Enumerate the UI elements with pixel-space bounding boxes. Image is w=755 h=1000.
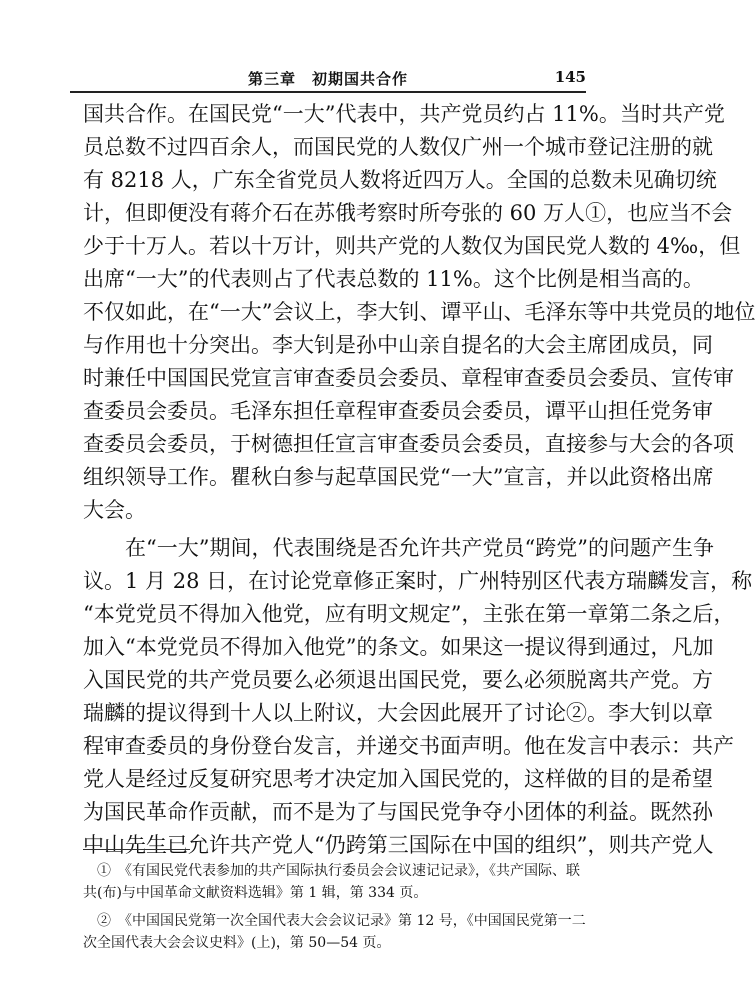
text-line: 大会。 (83, 498, 146, 522)
header-rule (70, 91, 586, 93)
text-line: 与作用也十分突出。李大钊是孙中山亲自提名的大会主席团成员，同 (83, 333, 713, 357)
body-text (83, 98, 755, 862)
text-line: 加入“本党党员不得加入他党”的条文。如果这一提议得到通过，凡加 (83, 635, 714, 659)
text-line: 不仅如此，在“一大”会议上，李大钊、谭平山、毛泽东等中共党员的地位 (83, 300, 755, 324)
text-line: 为国民革命作贡献，而不是为了与国民党争夺小团体的利益。既然孙 (83, 800, 713, 824)
page-number: 145 (554, 68, 586, 86)
text-line: 在“一大”期间，代表围绕是否允许共产党员“跨党”的问题产生争 (83, 536, 714, 560)
text-line: 出席“一大”的代表则占了代表总数的 11%。这个比例是相当高的。 (83, 267, 704, 291)
footnote-line: ② 《中国国民党第一次全国代表大会会议记录》第 12 号，《中国国民党第一二 (83, 913, 586, 929)
text-line: 时兼任中国国民党宣言审查委员会委员、章程审查委员会委员、宣传审 (83, 366, 734, 390)
text-line: “本党党员不得加入他党，应有明文规定”，主张在第一章第二条之后， (83, 602, 735, 626)
text-line: 组织领导工作。瞿秋白参与起草国民党“一大”宣言，并以此资格出席 (83, 465, 714, 489)
text-line: 有 8218 人，广东全省党员人数将近四万人。全国的总数未见确切统 (83, 168, 717, 192)
text-line: 党人是经过反复研究思考才决定加入国民党的，这样做的目的是希望 (83, 767, 713, 791)
footnotes (83, 860, 613, 954)
chapter-title: 第三章 初期国共合作 (247, 70, 408, 88)
text-line: 查委员会委员，于树德担任宣言审查委员会委员，直接参与大会的各项 (83, 432, 734, 456)
text-line: 程审查委员的身份登台发言，并递交书面声明。他在发言中表示：共产 (83, 734, 734, 758)
text-line: 入国民党的共产党员要么必须退出国民党，要么必须脱离共产党。方 (83, 668, 713, 692)
text-line: 议。1 月 28 日，在讨论党章修正案时，广州特别区代表方瑞麟发言，称 (83, 569, 753, 593)
text-line: 员总数不过四百余人，而国民党的人数仅广州一个城市登记注册的就 (83, 135, 713, 159)
footnote-rule (83, 849, 190, 850)
text-line: 少于十万人。若以十万计，则共产党的人数仅为国民党人数的 4‰，但 (83, 234, 741, 258)
footnote-line: 共(布)与中国革命文献资料选辑》第 1 辑，第 334 页。 (83, 885, 428, 901)
text-line: 计，但即便没有蒋介石在苏俄考察时所夸张的 60 万人①，也应当不会 (83, 201, 733, 225)
text-line: 查委员会委员。毛泽东担任章程审查委员会委员，谭平山担任党务审 (83, 399, 713, 423)
text-line: 瑞麟的提议得到十人以上附议，大会因此展开了讨论②。李大钊以章 (83, 701, 713, 725)
footnote-line: 次全国代表大会会议史料》(上)，第 50—54 页。 (83, 935, 391, 951)
text-line: 中山先生已允许共产党人“仍跨第三国际在中国的组织”，则共产党人 (83, 833, 714, 857)
footnote-line: ① 《有国民党代表参加的共产国际执行委员会会议速记记录》，《共产国际、联 (83, 863, 580, 879)
text-line: 国共合作。在国民党“一大”代表中，共产党员约占 11%。当时共产党 (83, 102, 725, 126)
running-head (70, 64, 586, 92)
